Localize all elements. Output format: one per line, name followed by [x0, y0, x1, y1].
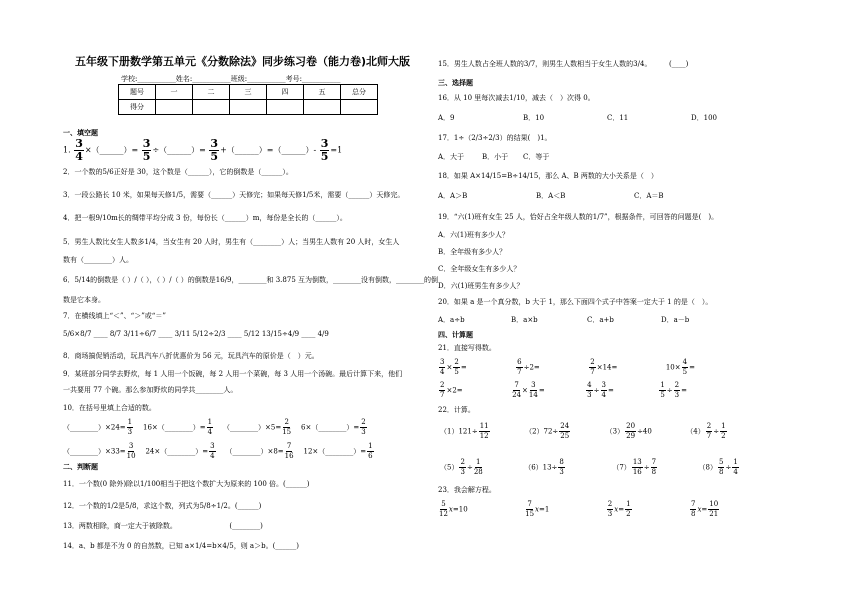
q18-option-c[interactable]: C．A＝B — [634, 192, 664, 200]
q19-option-a[interactable]: A．六(1)班有多少人？ — [438, 231, 509, 239]
question-12: 12．一个数的1/2是5/8，求这个数，列式为5/8÷1/2。(______) — [63, 502, 262, 510]
section-calculation: 四、计算题 — [438, 330, 473, 339]
score-cell[interactable] — [267, 100, 304, 115]
fraction: $\frac{3}{5}$ — [210, 137, 219, 163]
q20-option-b[interactable]: B．a×b — [511, 316, 538, 324]
q16-option-b[interactable]: B．10 — [523, 114, 545, 122]
score-header-cell: 五 — [304, 85, 341, 100]
score-cell[interactable] — [230, 100, 267, 115]
q17-option-a[interactable]: A．大于 — [438, 153, 465, 161]
question-5-line-1: 5．男生人数比女生人数多1/4，当女生有 20 人时，男生有（________）人；当男生人数有 20 人时，女生人 — [63, 238, 400, 246]
section-fill-blank: 一、填空题 — [63, 128, 98, 137]
student-info-line: 学校:___________姓名:___________班级:___________考号:___________ — [121, 75, 341, 83]
section-multiple-choice: 三、选择题 — [438, 78, 473, 87]
question-13: 13．两数相除，商一定大于被除数。 (________) — [63, 522, 263, 530]
q23-equations: $\frac{5}{12}$ x=10 $\frac{7}{15}$ x=1 $\frac{2}{3}$ x= $\frac{1}{2}$ $\frac{7}{8}$ x= $\frac{10}{21}$ — [439, 500, 719, 518]
score-header-cell: 题号 — [119, 85, 156, 100]
score-cell[interactable] — [341, 100, 378, 115]
question-9-line-1: 9．某班部分同学去野炊，每 1 人用一个饭碗，每 2 人用一个菜碗，每 3 人用一个汤碗。最后计算下来，他们 — [63, 370, 403, 378]
score-cell[interactable] — [156, 100, 193, 115]
question-4: 4．把一根9/10m长的绸带平均分成 3 份，每份长（______）m，每份是全长的（______）。 — [63, 214, 347, 222]
question-5-line-2: 数有（________）人。 — [63, 256, 133, 264]
question-16: 16．从 10 里每次减去1/10，减去（ ）次得 0。 — [438, 94, 595, 102]
page-title: 五年级下册数学第五单元《分数除法》同步练习卷（能力卷)北师大版 — [75, 55, 411, 68]
q17-option-b[interactable]: B．小于 — [482, 153, 509, 161]
question-18: 18．如果 A×14/15=B÷14/15，那么 A、B 两数的大小关系是（ ） — [438, 172, 658, 180]
score-table — [118, 84, 378, 115]
score-table-row — [119, 100, 378, 115]
q21-row-2: $\frac{2}{7}$ ×2= $\frac{7}{24}$ × $\frac{3}{14}$ = $\frac{4}{3}$ ÷ $\frac{3}{4}$ = $\frac{1}{5}$ ÷ $\frac{2}{3}$ = — [440, 381, 687, 399]
question-7: 7．在横线填上“＜”、“＞”或“＝” — [63, 312, 166, 320]
score-row-label: 得分 — [119, 100, 156, 115]
q21-row-1: $\frac{3}{4}$ × $\frac{2}{5}$ = $\frac{6}{7}$ ÷2= $\frac{2}{7}$ ×14= 10× $\frac{4}{5}$ = — [440, 358, 695, 376]
question-17: 17．1÷（2/3÷2/3）的结果( )1。 — [438, 134, 552, 142]
question-15: 15．男生人数占全班人数的3/7，则男生人数相当于女生人数的3/4。 (____) — [438, 60, 689, 68]
q19-option-c[interactable]: C．全年级女生有多少人？ — [438, 265, 521, 273]
q18-option-a[interactable]: A．A＞B — [438, 192, 468, 200]
question-1: 1. $\frac{3}{4}$ ×（______）= $\frac{3}{5}$ ÷（______）= $\frac{3}{5}$ +（______）=（______）- $\frac{3}{5}$ =1 — [63, 137, 343, 163]
q22-row-1: （1）121÷ $\frac{11}{12}$ （2）72÷ $\frac{24}{25}$ （3） $\frac{20}{29}$ ÷40 （4） $\frac{2}{7}$ ÷ $\frac{1}{2}$ — [440, 422, 726, 440]
score-cell[interactable] — [304, 100, 341, 115]
question-2: 2．一个数的5/6正好是 30，这个数是（______），它的倒数是（______）。 — [63, 168, 293, 176]
score-header-cell: 二 — [193, 85, 230, 100]
question-10-row-2: （________）×33= $\frac{3}{10}$ 24×（________）= $\frac{3}{4}$ （________）×8= $\frac{7}{16}$ 12×（________）= $\frac{1}{6}$ — [63, 442, 373, 460]
q16-option-d[interactable]: D．100 — [691, 114, 717, 122]
question-11: 11．一个数(0 除外)除以1/100相当于把这个数扩大为原来的 100 倍。(______) — [63, 480, 310, 488]
section-true-false: 二、判断题 — [63, 462, 98, 471]
question-3: 3．一段公路长 10 米，如果每天修1/5，需要（______）天修完；如果每天修1/5米，需要（______）天修完。 — [63, 191, 405, 199]
question-20: 20．如果 a 是一个真分数，b 大于 1，那么下面四个式子中答案一定大于 1 的是（ ）。 — [438, 298, 713, 306]
score-header-cell: 四 — [267, 85, 304, 100]
question-10: 10．在括号里填上合适的数。 — [63, 404, 156, 412]
q20-option-c[interactable]: C．a+b — [587, 316, 614, 324]
q1-number: 1. — [63, 145, 71, 155]
question-7-comparisons: 5/6×8/7 ____ 8/7 3/11÷6/7 ____ 3/11 5/12÷2/3 ____ 5/12 13/15÷4/9 ____ 4/9 — [63, 330, 329, 338]
question-8: 8．商场搞促销活动，玩具汽车八折优惠价为 56 元，玩具汽车的原价是（ ）元。 — [63, 352, 319, 360]
score-header-cell: 三 — [230, 85, 267, 100]
score-header-cell: 总分 — [341, 85, 378, 100]
question-6-line-2: 数是它本身。 — [63, 296, 105, 304]
q16-option-a[interactable]: A．9 — [438, 114, 455, 122]
question-14: 14．a、b 都是不为 0 的自然数，已知 a×1/4=b×4/5，则 a＞b。(______) — [63, 542, 300, 550]
q18-option-b[interactable]: B．A＜B — [536, 192, 566, 200]
fraction: $\frac{3}{5}$ — [142, 137, 151, 163]
question-22: 22．计算。 — [438, 406, 475, 414]
q22-row-2: （5） $\frac{2}{3}$ ÷ $\frac{1}{28}$ （6）13÷ $\frac{8}{3}$ （7） $\frac{13}{16}$ ÷ $\frac{7}{8}$ （8） $\frac{5}{8}$ ÷ $\frac{1}{4}$ — [440, 458, 738, 476]
fraction: $\frac{3}{5}$ — [320, 137, 329, 163]
q19-option-b[interactable]: B．全年级有多少人？ — [438, 248, 507, 256]
question-21: 21．直接写得数。 — [438, 344, 496, 352]
question-19: 19．“六(1)班有女生 25 人，恰好占全年级人数的1/7”，根据条件，可回答的问题是( )。 — [438, 213, 719, 221]
score-header-cell: 一 — [156, 85, 193, 100]
fraction: $\frac{3}{4}$ — [75, 137, 83, 163]
q17-option-c[interactable]: C．等于 — [523, 153, 550, 161]
question-9-line-2: 一共要用 77 个碗。那么参加野炊的同学共________人。 — [63, 386, 238, 394]
question-6-line-1: 6．5/14的倒数是（ ）/（ ），（ ）/（ ）的倒数是16/9，________和 3.875 互为倒数，________没有倒数，________的倒 — [63, 276, 438, 284]
q20-option-d[interactable]: D．a－b — [661, 316, 690, 324]
score-table-header-row — [119, 85, 378, 100]
question-10-row-1: （________）×24= $\frac{1}{3}$ 16×（________）= $\frac{1}{4}$ （________）×5= $\frac{2}{15}$ 6×（________）= $\frac{2}{3}$ — [63, 418, 366, 436]
q20-option-a[interactable]: A．a÷b — [438, 316, 465, 324]
q16-option-c[interactable]: C．11 — [607, 114, 629, 122]
q19-option-d[interactable]: D．六(1)班男生有多少人？ — [438, 282, 524, 290]
question-23: 23．我会解方程。 — [438, 486, 496, 494]
score-cell[interactable] — [193, 100, 230, 115]
